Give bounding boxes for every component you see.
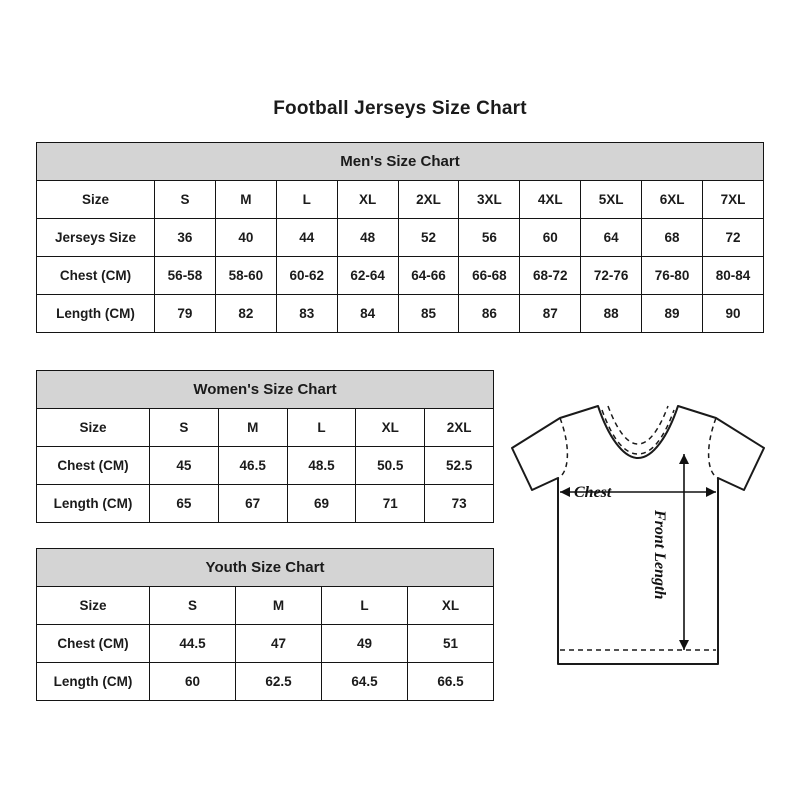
- youth-table-caption: Youth Size Chart: [36, 548, 494, 586]
- table-cell: 56: [459, 219, 520, 257]
- table-row: [37, 447, 494, 485]
- table-cell: 85: [398, 295, 459, 333]
- table-row: [37, 181, 764, 219]
- table-row: [37, 625, 494, 663]
- youth-size-chart: [36, 548, 494, 701]
- table-cell: 67: [218, 485, 287, 523]
- page-title: Football Jerseys Size Chart: [273, 98, 527, 119]
- table-cell: 76-80: [642, 257, 703, 295]
- table-cell: 50.5: [356, 447, 425, 485]
- jersey-outline-icon: [498, 392, 788, 692]
- table-cell: L: [322, 587, 408, 625]
- table-cell: 68-72: [520, 257, 581, 295]
- table-cell: 7XL: [703, 181, 764, 219]
- table-cell: 86: [459, 295, 520, 333]
- table-cell: S: [150, 587, 236, 625]
- table-cell: 51: [408, 625, 494, 663]
- front-length-measure-label: Front Length: [651, 510, 668, 600]
- table-cell: S: [150, 409, 219, 447]
- table-cell: 46.5: [218, 447, 287, 485]
- youth-size-table: [36, 548, 494, 701]
- mens-size-chart: [36, 142, 764, 333]
- table-cell: M: [236, 587, 322, 625]
- row-header: Chest (CM): [37, 625, 150, 663]
- table-cell: 82: [215, 295, 276, 333]
- row-header: Length (CM): [37, 295, 155, 333]
- table-cell: 64.5: [322, 663, 408, 701]
- table-cell: 83: [276, 295, 337, 333]
- chest-measure-label: Chest: [574, 484, 612, 501]
- table-cell: 62.5: [236, 663, 322, 701]
- table-cell: 64: [581, 219, 642, 257]
- table-cell: 4XL: [520, 181, 581, 219]
- row-header: Chest (CM): [37, 257, 155, 295]
- table-cell: 5XL: [581, 181, 642, 219]
- table-cell: 40: [215, 219, 276, 257]
- table-row: [37, 663, 494, 701]
- table-cell: 60-62: [276, 257, 337, 295]
- table-cell: 52.5: [425, 447, 494, 485]
- table-cell: 80-84: [703, 257, 764, 295]
- table-cell: L: [287, 409, 356, 447]
- table-cell: 44.5: [150, 625, 236, 663]
- table-cell: 90: [703, 295, 764, 333]
- table-cell: 47: [236, 625, 322, 663]
- table-cell: 64-66: [398, 257, 459, 295]
- table-cell: 88: [581, 295, 642, 333]
- table-cell: XL: [356, 409, 425, 447]
- table-cell: 68: [642, 219, 703, 257]
- table-cell: 36: [155, 219, 216, 257]
- table-cell: 71: [356, 485, 425, 523]
- table-row: [37, 219, 764, 257]
- table-cell: L: [276, 181, 337, 219]
- table-cell: 89: [642, 295, 703, 333]
- row-header: Length (CM): [37, 663, 150, 701]
- table-cell: XL: [408, 587, 494, 625]
- table-cell: 60: [150, 663, 236, 701]
- jersey-measurement-diagram: [498, 392, 788, 692]
- mens-table-caption: Men's Size Chart: [36, 142, 764, 180]
- table-cell: S: [155, 181, 216, 219]
- table-cell: 69: [287, 485, 356, 523]
- row-header: Chest (CM): [37, 447, 150, 485]
- table-cell: 6XL: [642, 181, 703, 219]
- table-cell: 2XL: [425, 409, 494, 447]
- table-row: [37, 409, 494, 447]
- table-row: [37, 587, 494, 625]
- row-header: Jerseys Size: [37, 219, 155, 257]
- table-cell: 66-68: [459, 257, 520, 295]
- table-cell: 3XL: [459, 181, 520, 219]
- table-cell: 52: [398, 219, 459, 257]
- table-cell: 65: [150, 485, 219, 523]
- table-cell: 72-76: [581, 257, 642, 295]
- womens-size-table: [36, 370, 494, 523]
- table-cell: 58-60: [215, 257, 276, 295]
- row-header: Size: [37, 181, 155, 219]
- table-cell: 2XL: [398, 181, 459, 219]
- table-cell: 66.5: [408, 663, 494, 701]
- table-cell: 60: [520, 219, 581, 257]
- table-row: [37, 295, 764, 333]
- table-cell: M: [215, 181, 276, 219]
- table-cell: M: [218, 409, 287, 447]
- table-cell: 48: [337, 219, 398, 257]
- table-cell: 72: [703, 219, 764, 257]
- table-cell: 45: [150, 447, 219, 485]
- row-header: Size: [37, 587, 150, 625]
- mens-size-table: [36, 142, 764, 333]
- table-cell: 84: [337, 295, 398, 333]
- table-cell: XL: [337, 181, 398, 219]
- table-row: [37, 485, 494, 523]
- table-cell: 62-64: [337, 257, 398, 295]
- table-cell: 56-58: [155, 257, 216, 295]
- table-row: [37, 257, 764, 295]
- row-header: Size: [37, 409, 150, 447]
- table-cell: 48.5: [287, 447, 356, 485]
- row-header: Length (CM): [37, 485, 150, 523]
- table-cell: 49: [322, 625, 408, 663]
- womens-table-caption: Women's Size Chart: [36, 370, 494, 408]
- table-cell: 79: [155, 295, 216, 333]
- womens-size-chart: [36, 370, 494, 523]
- table-cell: 44: [276, 219, 337, 257]
- table-cell: 73: [425, 485, 494, 523]
- table-cell: 87: [520, 295, 581, 333]
